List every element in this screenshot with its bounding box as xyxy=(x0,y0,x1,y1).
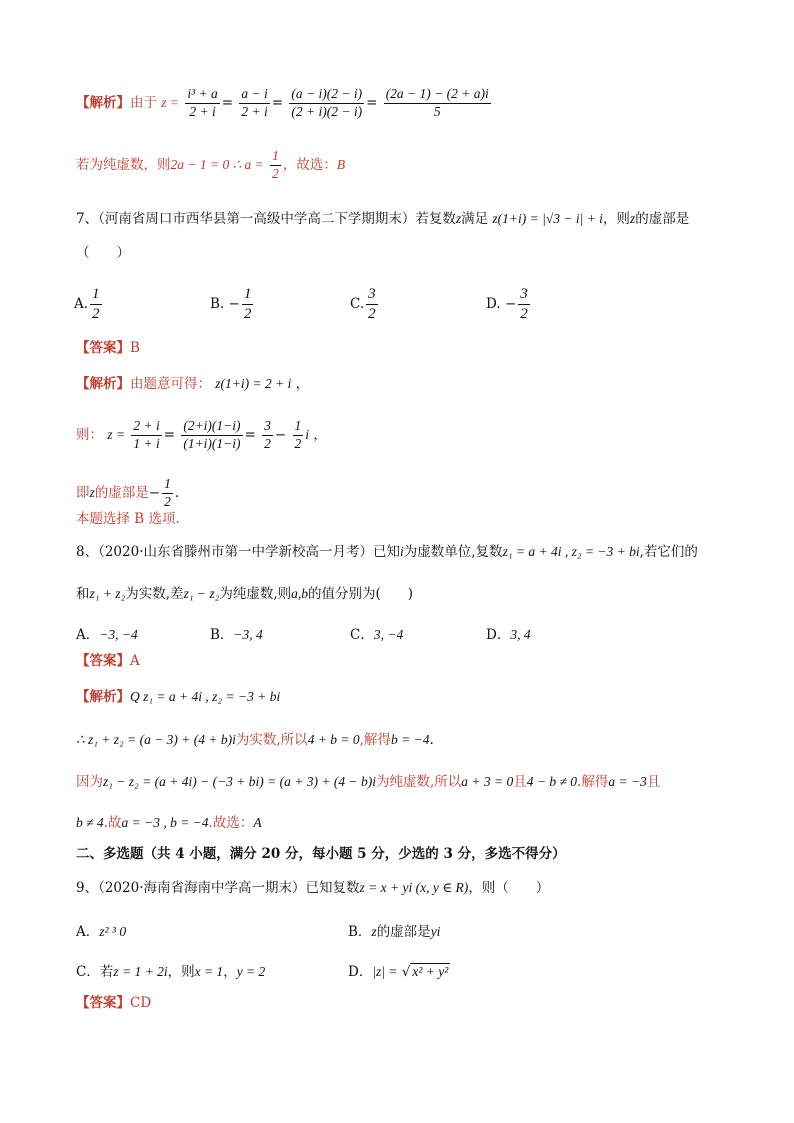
q7-option-d: D. − $\frac{3}{2}$ xyxy=(486,286,528,322)
q9-option-a: A．z² ³ 0 xyxy=(76,924,127,940)
q7-answer: 【答案】B xyxy=(76,340,140,356)
q8-option-c: C．3, −4 xyxy=(350,627,404,643)
q7-explanation-line3: 即z的虚部是− $\frac{1}{2}$ . xyxy=(76,476,180,509)
q7-explanation-line2: 则： z = $\frac{2 + i}{1 + i}$ = $\frac{(2+i)(1-i)}{(1+i)(1-i)}$ = $\frac{3}{2}$ − $\frac{1}{2}$ i ， xyxy=(76,418,327,451)
q7-option-a: A. $\frac{1}{2}$ xyxy=(74,286,100,322)
q7-stem: 7、（河南省周口市西华县第一高级中学高二下学期期末）若复数z满足 z(1+i) = |√3 − i| + i，则z的虚部是 xyxy=(76,211,690,227)
q8-stem-line2: 和z₁ + z₂为实数,差z₁ − z₂为纯虚数,则a,b的值分别为( ) xyxy=(76,586,414,602)
q8-explanation-line2: ∴ z₁ + z₂ = (a − 3) + (4 + b)i为实数,所以4 + b = 0,解得b = −4. xyxy=(76,732,434,748)
fraction: $\frac{1}{2}$ xyxy=(294,418,302,451)
q8-answer: 【答案】A xyxy=(76,653,140,669)
fraction: $\frac{2 + i}{1 + i}$ xyxy=(133,418,160,451)
q9-option-b: B．z的虚部是yi xyxy=(348,924,441,940)
q9-option-c: C．若z = 1 + 2i，则x = 1，y = 2 xyxy=(76,964,266,980)
q7-option-c: C. $\frac{3}{2}$ xyxy=(350,286,376,322)
q9-stem: 9、（2020·海南省海南中学高一期末）已知复数z = x + yi (x, y ∈ R)，则（ ） xyxy=(76,880,550,896)
fraction: $\frac{a - i}{2 + i}$ xyxy=(241,86,268,119)
q8-explanation-line4: b ≠ 4.故a = −3 , b = −4.故选：A xyxy=(76,815,262,831)
fraction: $\frac{3}{2}$ xyxy=(264,418,271,451)
q8-explanation-line1: 【解析】Q z₁ = a + 4i , z₂ = −3 + bi xyxy=(76,689,281,705)
q9-answer: 【答案】CD xyxy=(76,995,152,1011)
fraction: $\frac{(a - i)(2 - i)}{(2 + i)(2 - i)}$ xyxy=(291,86,363,119)
section-heading: 二、多选题（共 4 小题，满分 20 分，每小题 5 分，少选的 3 分，多选不得分） xyxy=(76,846,566,862)
q7-paren: （ ） xyxy=(76,245,130,261)
q8-option-a: A．−3, −4 xyxy=(76,627,138,643)
fraction: $\frac{(2a - 1) - (2 + a)i}{5}$ xyxy=(385,86,489,119)
fraction: $\frac{\text{i³ + a}}{2 + i}$ xyxy=(187,86,218,119)
q9-option-d: D．|z| = √ x² + y² xyxy=(348,964,449,980)
q8-explanation-line3: 因为z₁ − z₂ = (a + 4i) − (−3 + bi) = (a + 3) + (4 − b)i为纯虚数,所以a + 3 = 0且4 − b ≠ 0.解得a = −3且 xyxy=(76,774,661,790)
q7-explanation-line4: 本题选择 B 选项. xyxy=(76,511,180,527)
explanation-tag: 【解析】 xyxy=(76,94,130,111)
q6-explanation-line2: 若为纯虚数，则2a − 1 = 0 ∴ a = $\frac{1}{2}$ ，故选：B xyxy=(76,148,346,181)
q6-explanation-line1: 【解析】由于 z = $\frac{\text{i³ + a}}{2 + i}$ = $\frac{a - i}{2 + i}$ = $\frac{(a - i)(2 - i)}{(2 + i)(2 - i)}$ = $\frac{(2a - 1) - (2 + a)i}{5}$ xyxy=(76,86,489,119)
q8-stem-line1: 8、（2020·山东省滕州市第一中学新校高一月考）已知i为虚数单位,复数z₁ = a + 4i , z₂ = −3 + bi,若它们的 xyxy=(76,544,698,560)
q8-option-b: B．−3, 4 xyxy=(210,627,263,643)
fraction: $\frac{1}{2}$ xyxy=(272,148,279,181)
q7-option-b: B. − $\frac{1}{2}$ xyxy=(210,286,252,322)
q8-option-d: D．3, 4 xyxy=(486,627,531,643)
q7-explanation-line1: 【解析】由题意可得： z(1+i) = 2 + i ， xyxy=(76,376,310,392)
fraction: $\frac{(2+i)(1-i)}{(1+i)(1-i)}$ xyxy=(183,418,241,451)
